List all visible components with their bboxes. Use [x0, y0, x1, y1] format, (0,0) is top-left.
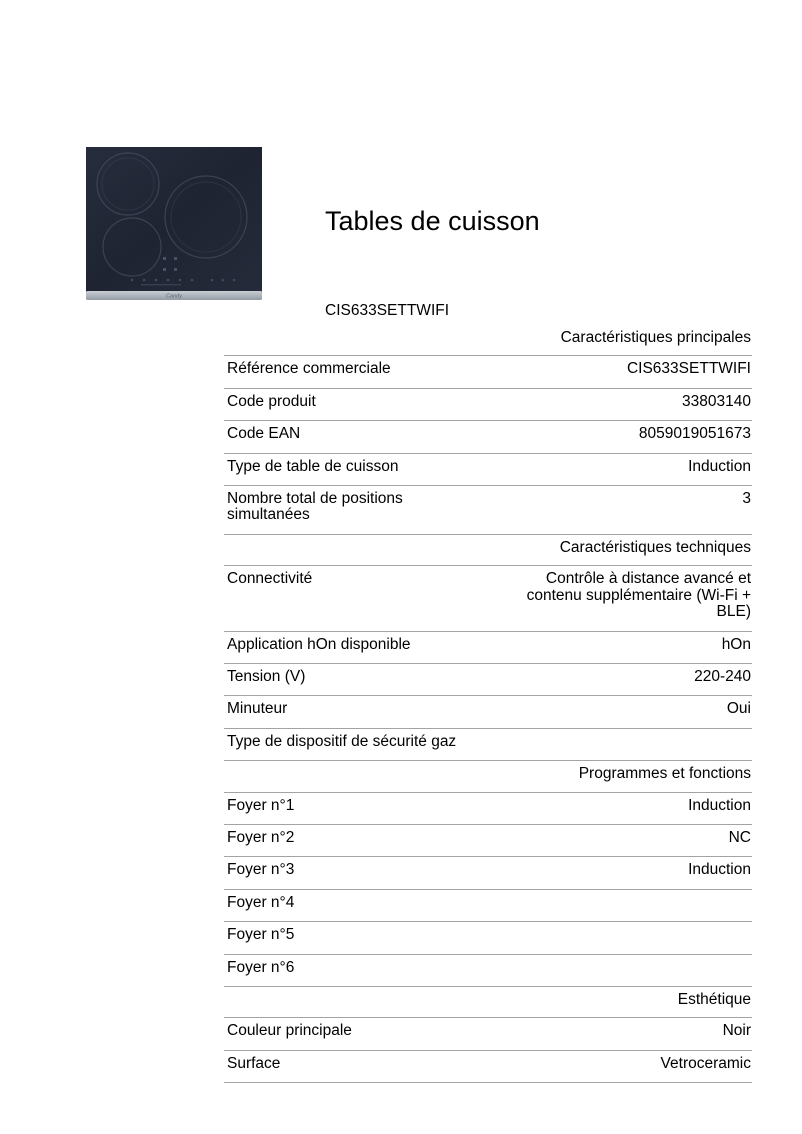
spec-value: Induction [688, 796, 751, 814]
spec-label: Couleur principale [227, 1022, 352, 1040]
spec-value: Vetroceramic [660, 1054, 751, 1072]
spec-label: Foyer n°1 [227, 796, 295, 814]
table-row [224, 825, 752, 857]
table-row [224, 890, 752, 922]
table-row [224, 486, 752, 535]
table-row [224, 857, 752, 889]
section-header: Caractéristiques techniques [224, 535, 752, 566]
page-title: Tables de cuisson [325, 206, 540, 236]
section-header: Esthétique [224, 987, 752, 1018]
spec-label: Foyer n°5 [227, 926, 295, 944]
spec-value: 8059019051673 [638, 425, 751, 443]
hob-surface [86, 147, 262, 293]
spec-label: Foyer n°2 [227, 828, 295, 846]
spec-value: hOn [721, 635, 751, 653]
table-row [224, 1018, 752, 1050]
section-header: Caractéristiques principales [224, 325, 752, 356]
spec-value: Contrôle à distance avancé et contenu supplémentaire (Wi-Fi + BLE) [526, 570, 751, 621]
table-row [224, 729, 752, 761]
spec-label: Référence commerciale [227, 360, 391, 378]
spec-label: Tension (V) [227, 668, 306, 686]
table-row [224, 566, 752, 631]
spec-label: Code produit [227, 392, 316, 410]
spec-label: Surface [227, 1054, 281, 1072]
spec-value: NC [728, 828, 751, 846]
spec-value: Noir [722, 1022, 751, 1040]
spec-label: Type de table de cuisson [227, 457, 399, 475]
spec-label: Foyer n°4 [227, 893, 295, 911]
spec-table [224, 325, 752, 1083]
spec-label: Nombre total de positions simultanées [227, 489, 403, 524]
brand-logo-text: Candy [166, 293, 182, 300]
model-code: CIS633SETTWIFI [325, 302, 450, 319]
spec-label: Connectivité [227, 570, 313, 588]
spec-label: Application hOn disponible [227, 635, 411, 653]
spec-value [507, 895, 752, 912]
table-row [224, 389, 752, 421]
table-row [224, 632, 752, 664]
table-row [224, 421, 752, 453]
spec-value: Oui [726, 700, 751, 718]
section-header: Programmes et fonctions [224, 761, 752, 792]
spec-label: Type de dispositif de sécurité gaz [227, 732, 457, 750]
spec-value [507, 960, 752, 977]
table-row [224, 1051, 752, 1083]
spec-label: Minuteur [227, 700, 288, 718]
spec-value: 220-240 [694, 668, 751, 686]
spec-value [507, 734, 752, 751]
table-row [224, 955, 752, 987]
spec-value: CIS633SETTWIFI [626, 360, 751, 378]
spec-label: Code EAN [227, 425, 301, 443]
spec-label: Foyer n°6 [227, 958, 295, 976]
spec-value: 3 [742, 489, 751, 507]
product-image [86, 147, 262, 300]
spec-value: Induction [688, 861, 751, 879]
table-row [224, 922, 752, 954]
table-row [224, 793, 752, 825]
spec-label: Foyer n°3 [227, 861, 295, 879]
table-row [224, 664, 752, 696]
table-row [224, 356, 752, 388]
spec-value [507, 927, 752, 944]
table-row [224, 454, 752, 486]
spec-value: 33803140 [682, 392, 751, 410]
spec-value: Induction [688, 457, 751, 475]
table-row [224, 696, 752, 728]
